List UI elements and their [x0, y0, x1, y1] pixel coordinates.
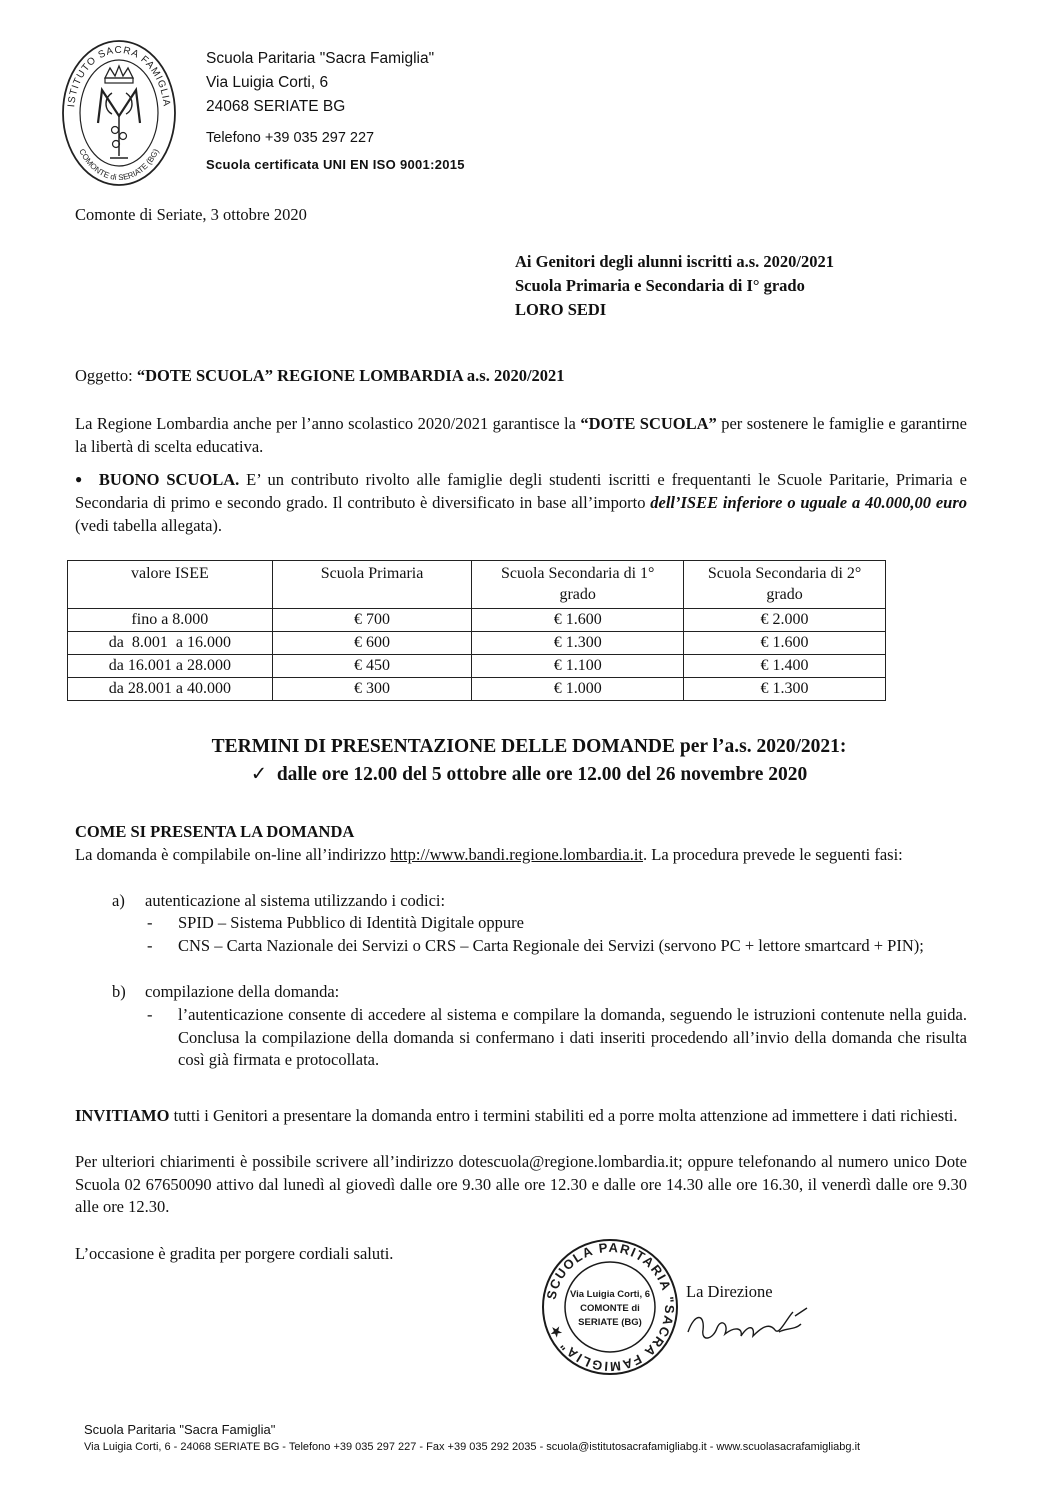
table-row — [68, 609, 886, 632]
school-certification: Scuola certificata UNI EN ISO 9001:2015 — [206, 157, 465, 172]
table-cell: € 450 — [272, 655, 472, 678]
table-cell: da 28.001 a 40.000 — [68, 678, 273, 701]
section-title: COME SI PRESENTA LA DOMANDA — [75, 822, 355, 841]
table-cell: € 1.600 — [684, 632, 886, 655]
footer-contacts: Via Luigia Corti, 6 - 24068 SERIATE BG - Telefono +39 035 297 227 - Fax +39 035 292 2035 - scuola@istitutosacrafamigliabg.it - www.scuolasacrafamigliabg.it — [84, 1441, 861, 1453]
school-stamp — [540, 1237, 680, 1377]
procedure-intro-text: La domanda è compilabile on-line all’indirizzo — [75, 845, 391, 864]
subject-label: Oggetto: — [75, 366, 133, 385]
step-b-item: l’autenticazione consente di accedere al sistema e compilare la domanda, seguendo le istruzioni contenute nella guida. Conclusa la compilazione della domanda si confermano i dati inseriti procedendo all’invio della domanda che risulta così già firmata e protocollata. — [178, 1005, 967, 1069]
school-city: 24068 SERIATE BG — [206, 98, 346, 115]
deadline-dates — [0, 762, 1058, 786]
deadline-title: TERMINI DI PRESENTAZIONE DELLE DOMANDE per l’a.s. 2020/2021: — [211, 736, 847, 757]
intro-text-1: La Regione Lombardia anche per l’anno scolastico 2020/2021 garantisce la — [75, 414, 581, 433]
procedure-intro — [75, 844, 967, 867]
table-header-text: Scuola Secondaria di 1° grado — [500, 565, 655, 603]
logo-ring-bottom: COMONTE di SERIATE (BG) — [77, 147, 161, 183]
intro-text-2: per sostenere le famiglie e garantirne la libertà di scelta educativa. — [75, 414, 967, 456]
table-header-row — [68, 561, 886, 609]
bullet-icon: ● — [75, 472, 86, 486]
table-cell: € 600 — [272, 632, 472, 655]
table-cell: € 1.100 — [472, 655, 684, 678]
table-header-text: Scuola Secondaria di 2° grado — [707, 565, 862, 603]
subject-line — [75, 366, 565, 386]
table-cell: € 1.000 — [472, 678, 684, 701]
invito-bold: INVITIAMO — [75, 1106, 170, 1125]
step-a-text: autenticazione al sistema utilizzando i codici: — [145, 891, 446, 910]
table-row — [68, 632, 886, 655]
stamp-line1: Via Luigia Corti, 6 — [569, 1289, 651, 1300]
stamp-line3: SERIATE (BG) — [578, 1317, 642, 1328]
dash-icon: - — [147, 1005, 153, 1024]
step-a-item: SPID – Sistema Pubblico di Identità Digitale oppure — [178, 913, 525, 932]
bandi-link[interactable]: http://www.bandi.regione.lombardia.it — [390, 845, 644, 864]
stamp-line2: COMONTE di — [580, 1303, 640, 1314]
step-a-marker: a) — [112, 891, 125, 910]
step-b-marker: b) — [112, 982, 126, 1001]
buono-emphasis: dell’ISEE inferiore o uguale a 40.000,00 euro — [650, 493, 967, 512]
addressee-line3: LORO SEDI — [515, 300, 607, 319]
contacts-paragraph: Per ulteriori chiarimenti è possibile scrivere all’indirizzo dotescuola@regione.lombardia.it; oppure telefonando al numero unico Dote Scuola 02 67650090 attivo dal lunedì al giovedì dalle ore 9.30 alle ore 12.30 e dalle ore 14.30 alle ore 16.30, il venerdì dalle ore 9.30 alle ore 12.30. — [75, 1152, 967, 1216]
date-line: Comonte di Seriate, 3 ottobre 2020 — [75, 205, 307, 224]
buono-text: E’ un contributo rivolto alle famiglie degli studenti iscritti e frequentanti le Scuole Paritarie, Primaria e Secondaria di primo e secondo grado. Il contributo è diversificato in base all’importo — [75, 470, 967, 512]
table-header-cell: valore ISEE — [68, 561, 273, 609]
isee-table — [67, 560, 886, 701]
stamp-ring-text: SCUOLA PARITARIA "SACRA FAMIGLIA" ★ — [543, 1239, 678, 1375]
closing-line: L’occasione è gradita per porgere cordiali saluti. — [75, 1244, 394, 1263]
table-row — [68, 678, 886, 701]
table-cell: € 1.600 — [472, 609, 684, 632]
handwritten-signature — [683, 1302, 818, 1352]
step-a-item: CNS – Carta Nazionale dei Servizi o CRS – Carta Regionale dei Servizi (servono PC + lettore smartcard + PIN); — [178, 936, 924, 955]
dash-icon: - — [147, 913, 153, 932]
subject-text: “DOTE SCUOLA” REGIONE LOMBARDIA a.s. 2020/2021 — [136, 366, 565, 385]
table-row — [68, 655, 886, 678]
table-cell: fino a 8.000 — [68, 609, 273, 632]
addressee-line1: Ai Genitori degli alunni iscritti a.s. 2020/2021 — [515, 252, 835, 271]
invito-text: tutti i Genitori a presentare la domanda entro i termini stabiliti ed a porre molta attenzione ad immettere i dati richiesti. — [169, 1106, 958, 1125]
footer-school-name: Scuola Paritaria "Sacra Famiglia" — [84, 1422, 276, 1437]
checkmark-icon: ✓ — [250, 764, 268, 785]
dash-icon: - — [147, 936, 153, 955]
step-b-text: compilazione della domanda: — [145, 982, 340, 1001]
school-name: Scuola Paritaria "Sacra Famiglia" — [206, 50, 435, 67]
table-cell: da 16.001 a 28.000 — [68, 655, 273, 678]
table-header-cell — [684, 561, 886, 609]
table-cell: da 8.001 a 16.000 — [68, 632, 273, 655]
buono-paragraph — [75, 468, 967, 537]
procedure-intro-tail: . La procedura prevede le seguenti fasi: — [643, 845, 903, 864]
table-cell: € 2.000 — [684, 609, 886, 632]
table-header-cell — [472, 561, 684, 609]
table-cell: € 1.400 — [684, 655, 886, 678]
school-logo — [60, 38, 178, 188]
intro-bold: “DOTE SCUOLA” — [580, 414, 717, 433]
invito-paragraph — [75, 1105, 967, 1128]
logo-ring-top: ISTITUTO SACRA FAMIGLIA — [66, 44, 172, 108]
table-cell: € 300 — [272, 678, 472, 701]
table-cell: € 1.300 — [472, 632, 684, 655]
table-cell: € 700 — [272, 609, 472, 632]
buono-tail: (vedi tabella allegata). — [75, 516, 223, 535]
buono-title: BUONO SCUOLA. — [98, 470, 240, 489]
table-cell: € 1.300 — [684, 678, 886, 701]
table-header-cell: Scuola Primaria — [272, 561, 472, 609]
school-phone: Telefono +39 035 297 227 — [206, 130, 375, 146]
addressee-line2: Scuola Primaria e Secondaria di I° grado — [515, 276, 805, 295]
deadline-dates-text: dalle ore 12.00 del 5 ottobre alle ore 12.00 del 26 novembre 2020 — [276, 764, 808, 785]
school-street: Via Luigia Corti, 6 — [206, 74, 329, 91]
intro-paragraph — [75, 412, 967, 458]
direzione-label: La Direzione — [686, 1282, 773, 1301]
